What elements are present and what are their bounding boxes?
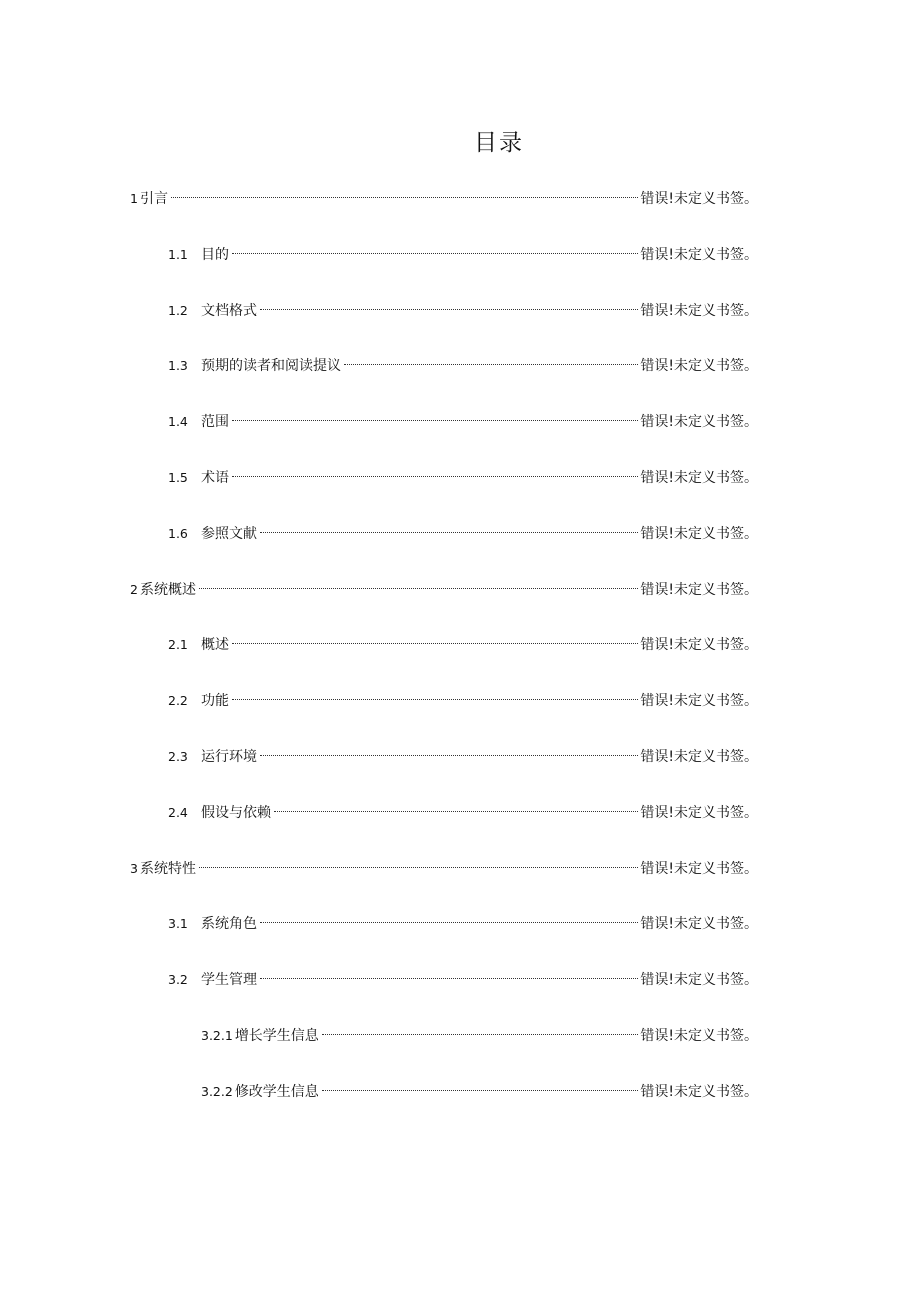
toc-entry-number: 3.2.1 bbox=[201, 1027, 233, 1043]
toc-entry-row bbox=[0, 186, 920, 212]
dot-leader bbox=[274, 811, 638, 812]
toc-entry-number: 1.6 bbox=[168, 525, 188, 541]
toc-entry-title: 系统特性 bbox=[139, 860, 196, 877]
toc-entry[interactable] bbox=[0, 688, 920, 744]
toc-entry-title: 学生管理 bbox=[201, 972, 257, 989]
toc-entry-page-ref: 错误!未定义书签。 bbox=[640, 637, 758, 654]
toc-entry[interactable] bbox=[0, 1079, 920, 1135]
dot-leader bbox=[232, 253, 638, 254]
dot-leader bbox=[232, 420, 638, 421]
toc-entry-row bbox=[0, 1023, 920, 1049]
toc-entry-row bbox=[0, 800, 920, 826]
toc-entry-number: 1.1 bbox=[168, 246, 188, 262]
dot-leader bbox=[260, 755, 638, 756]
toc-entry-row bbox=[0, 577, 920, 603]
toc-title: 目录 bbox=[474, 130, 524, 156]
toc-entry-page-ref: 错误!未定义书签。 bbox=[640, 414, 758, 431]
toc-entry-title: 系统角色 bbox=[201, 916, 257, 933]
dot-leader bbox=[260, 922, 638, 923]
dot-leader bbox=[344, 364, 638, 365]
toc-entry-title: 概述 bbox=[201, 637, 229, 654]
toc-entry[interactable] bbox=[0, 186, 920, 242]
toc-entry-title: 目的 bbox=[201, 246, 229, 263]
toc-entry-title: 范围 bbox=[201, 414, 229, 431]
toc-entry-page-ref: 错误!未定义书签。 bbox=[640, 191, 758, 207]
toc-entry-page-ref: 错误!未定义书签。 bbox=[640, 581, 758, 598]
toc-entry[interactable] bbox=[0, 577, 920, 633]
toc-entry-number: 3.2.2 bbox=[201, 1083, 233, 1099]
toc-entry-number: 3 bbox=[130, 860, 138, 876]
toc-entry-page-ref: 错误!未定义书签。 bbox=[640, 302, 758, 319]
toc-entry-row bbox=[0, 856, 920, 882]
toc-entry-title: 运行环境 bbox=[201, 748, 257, 765]
toc-entry-number: 3.2 bbox=[168, 972, 188, 988]
dot-leader bbox=[232, 476, 638, 477]
dot-leader bbox=[171, 197, 638, 198]
toc-entry-row bbox=[0, 353, 920, 379]
toc-entry[interactable] bbox=[0, 409, 920, 465]
toc-entry-title: 术语 bbox=[201, 469, 229, 486]
toc-entry[interactable] bbox=[0, 632, 920, 688]
toc-entry[interactable] bbox=[0, 856, 920, 912]
toc-entry[interactable] bbox=[0, 353, 920, 409]
dot-leader bbox=[232, 643, 638, 644]
toc-entry-number: 1.5 bbox=[168, 469, 188, 485]
toc-entry-page-ref: 错误!未定义书签。 bbox=[640, 860, 758, 877]
toc-entry-page-ref: 错误!未定义书签。 bbox=[640, 246, 758, 263]
toc-entry-row bbox=[0, 911, 920, 937]
toc-entry-number: 1.2 bbox=[168, 302, 188, 318]
toc-entry-number: 2.3 bbox=[168, 748, 188, 764]
toc-entry-page-ref: 错误!未定义书签。 bbox=[640, 469, 758, 486]
toc-entry-number: 3.1 bbox=[168, 916, 188, 932]
dot-leader bbox=[260, 532, 638, 533]
toc-entry-title: 修改学生信息 bbox=[234, 1083, 319, 1100]
toc-entry[interactable] bbox=[0, 1023, 920, 1079]
toc-entry-row bbox=[0, 409, 920, 435]
toc-entry-title: 参照文献 bbox=[201, 525, 257, 542]
toc-entry-row bbox=[0, 465, 920, 491]
toc-entry-number: 2.4 bbox=[168, 804, 188, 820]
toc-entry-row bbox=[0, 744, 920, 770]
toc-entry-row bbox=[0, 967, 920, 993]
toc-entry-title: 假设与依赖 bbox=[201, 804, 271, 821]
toc-entry[interactable] bbox=[0, 800, 920, 856]
toc-entry-page-ref: 错误!未定义书签。 bbox=[640, 525, 758, 542]
toc-entry-page-ref: 错误!未定义书签。 bbox=[640, 1027, 758, 1044]
toc-entry-title: 文档格式 bbox=[201, 302, 257, 319]
dot-leader bbox=[322, 1034, 639, 1035]
toc-entry-page-ref: 错误!未定义书签。 bbox=[640, 972, 758, 989]
toc-entry-title: 增长学生信息 bbox=[234, 1027, 319, 1044]
toc-entry-title: 预期的读者和阅读提议 bbox=[201, 358, 341, 375]
toc-entry-number: 1 bbox=[130, 191, 138, 206]
toc-entry[interactable] bbox=[0, 967, 920, 1023]
toc-entry-row bbox=[0, 521, 920, 547]
toc-entry-title: 系统概述 bbox=[139, 581, 196, 598]
toc-entry-number: 1.4 bbox=[168, 414, 188, 430]
toc-entry-page-ref: 错误!未定义书签。 bbox=[640, 748, 758, 765]
dot-leader bbox=[260, 309, 638, 310]
toc-entry-row bbox=[0, 298, 920, 324]
dot-leader bbox=[199, 867, 638, 868]
dot-leader bbox=[322, 1090, 639, 1091]
dot-leader bbox=[260, 978, 638, 979]
toc-entry-page-ref: 错误!未定义书签。 bbox=[640, 916, 758, 933]
toc-entry-page-ref: 错误!未定义书签。 bbox=[640, 358, 758, 375]
toc-entry[interactable] bbox=[0, 521, 920, 577]
toc-entry-number: 2 bbox=[130, 581, 138, 597]
toc-entry[interactable] bbox=[0, 242, 920, 298]
toc-entry-number: 2.2 bbox=[168, 693, 188, 709]
toc-entry[interactable] bbox=[0, 911, 920, 967]
toc-entry-row bbox=[0, 242, 920, 268]
toc-entry-number: 1.3 bbox=[168, 358, 188, 374]
toc-list bbox=[0, 186, 920, 1135]
dot-leader bbox=[199, 588, 638, 589]
toc-entry[interactable] bbox=[0, 298, 920, 354]
toc-entry-number: 2.1 bbox=[168, 637, 188, 653]
toc-entry-title: 功能 bbox=[201, 693, 229, 710]
toc-entry-row bbox=[0, 1079, 920, 1105]
toc-entry-page-ref: 错误!未定义书签。 bbox=[640, 693, 758, 710]
toc-entry-title: 引言 bbox=[139, 191, 168, 207]
toc-entry-row bbox=[0, 688, 920, 714]
toc-entry-page-ref: 错误!未定义书签。 bbox=[640, 804, 758, 821]
dot-leader bbox=[232, 699, 638, 700]
toc-entry-row bbox=[0, 632, 920, 658]
toc-entry-page-ref: 错误!未定义书签。 bbox=[640, 1083, 758, 1100]
toc-entry[interactable] bbox=[0, 744, 920, 800]
toc-entry[interactable] bbox=[0, 465, 920, 521]
